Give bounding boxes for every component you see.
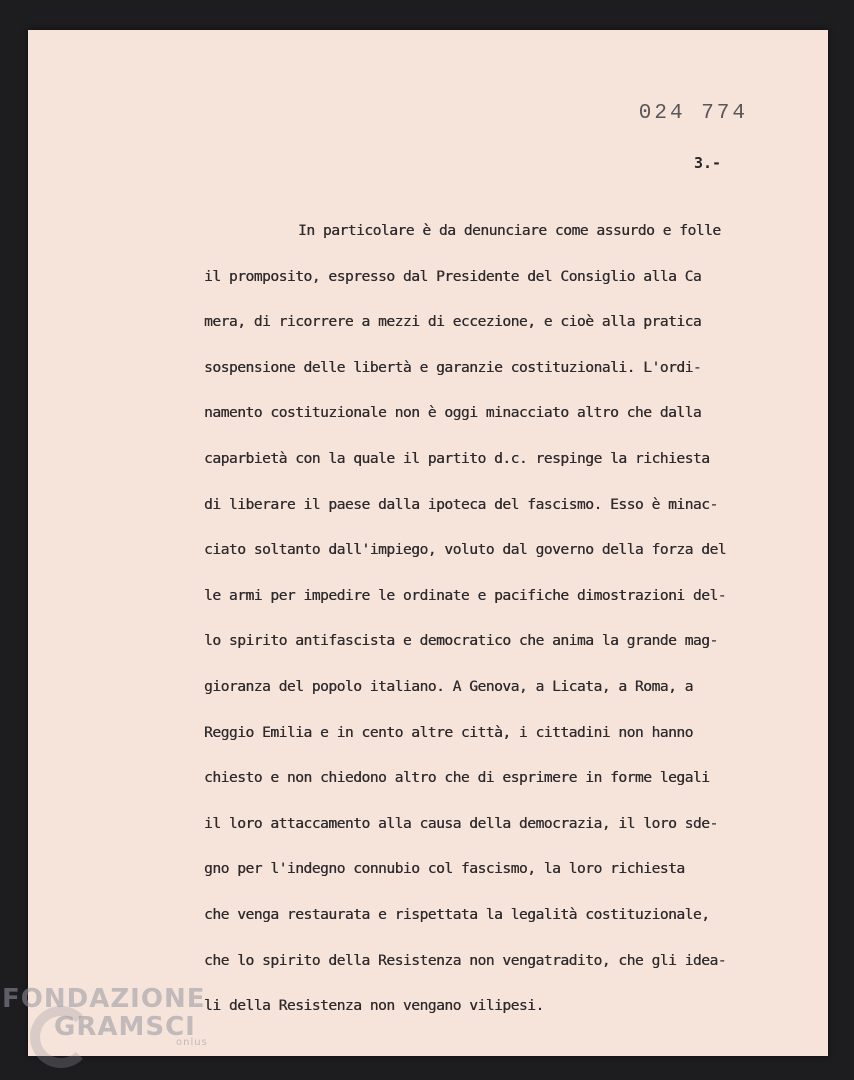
typewritten-text <box>204 208 824 1029</box>
text-line: di liberare il paese dalla ipoteca del fascismo. Esso è minac- <box>204 495 718 513</box>
text-line: lo spirito antifascista e democratico che anima la grande mag- <box>204 632 718 650</box>
text-line: le armi per impedire le ordinate e pacifiche dimostrazioni del- <box>204 586 727 604</box>
text-line: che venga restaurata e rispettata la legalità costituzionale, <box>204 905 710 923</box>
archive-number: 024 774 <box>638 102 748 125</box>
text-line: caparbietà con la quale il partito d.c. respinge la richiesta <box>204 449 710 467</box>
text-line: gno per l'indegno connubio col fascismo, la loro richiesta <box>204 860 685 878</box>
text-line: mera, di ricorrere a mezzi di eccezione, e cioè alla pratica <box>204 313 702 331</box>
text-line: sospensione delle libertà e garanzie costituzionali. L'ordi- <box>204 358 702 376</box>
text-line: il loro attaccamento alla causa della democrazia, il loro sde- <box>204 814 718 832</box>
text-line: Reggio Emilia e in cento altre città, i cittadini non hanno <box>204 723 693 741</box>
document-page <box>28 30 828 1056</box>
watermark-line-1: FONDAZIONE <box>2 984 206 1014</box>
watermark-line-2: GRAMSCI <box>54 1012 196 1042</box>
text-line: chiesto e non chiedono altro che di esprimere in forme legali <box>204 769 710 787</box>
text-line: che lo spirito della Resistenza non vengatradito, che gli idea- <box>204 951 727 969</box>
text-line: namento costituzionale non è oggi minacciato altro che dalla <box>204 404 702 422</box>
page-number: 3.- <box>694 154 722 172</box>
text-line: In particolare è da denunciare come assurdo e folle <box>298 222 721 239</box>
text-line: gioranza del popolo italiano. A Genova, a Licata, a Roma, a <box>204 677 693 695</box>
text-line: li della Resistenza non vengano vilipesi. <box>204 997 544 1015</box>
watermark-logo <box>2 986 208 1048</box>
watermark-line-3: onlus <box>176 1037 208 1048</box>
text-line: il promposito, espresso dal Presidente del Consiglio alla Ca <box>204 267 702 285</box>
text-line: ciato soltanto dall'impiego, voluto dal governo della forza del <box>204 541 727 559</box>
g-logo-icon <box>30 1006 92 1068</box>
